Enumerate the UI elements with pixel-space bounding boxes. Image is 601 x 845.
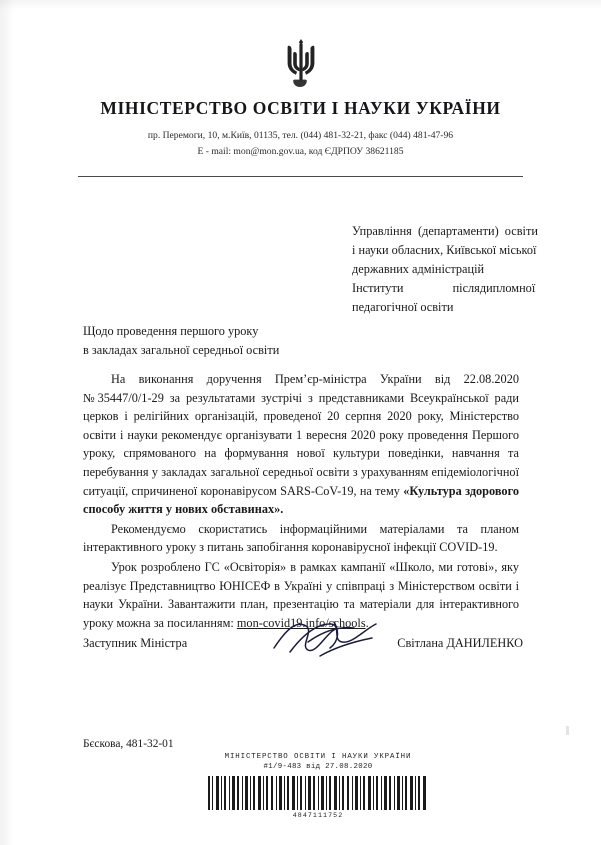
addressee-block	[352, 222, 557, 317]
barcode-number: 4847111752	[292, 812, 344, 819]
body-text-run: Урок розроблено ГС «Освіторія» в рамках кампанії «Школо, ми готові», яку реалізує Представництво ЮНІСЕФ в Україні у співпраці з Міністерством освіти і науки України. Завантажити план, презентацію та матеріали для інтерактивного уроку можна за посиланням:	[83, 559, 519, 630]
addressee-line: Інститути післядипломної	[352, 281, 536, 295]
header-divider	[78, 176, 523, 177]
signatory-name: Світлана ДАНИЛЕНКО	[397, 636, 523, 650]
signatory-position: Заступник Міністра	[83, 636, 188, 650]
barcode-icon	[206, 776, 430, 810]
stamp-line-1: МІНІСТЕРСТВО ОСВІТИ І НАУКИ УКРАЇНИ	[224, 753, 412, 761]
signature-scribble-icon	[268, 612, 388, 664]
registration-stamp	[198, 752, 438, 772]
ukraine-trident-emblem-icon	[0, 38, 601, 93]
addressee-line: державних адміністрацій	[352, 262, 485, 276]
letter-body	[83, 370, 519, 632]
subject-block	[83, 322, 343, 360]
body-text-run: .	[365, 615, 369, 630]
addressee-line: Управління (департаменти) освіти	[352, 224, 538, 238]
barcode-block	[206, 776, 430, 819]
stamp-line-2: #1/9-483 від 27.08.2020	[263, 763, 373, 771]
body-paragraph	[83, 370, 519, 519]
scan-edge-shadow	[0, 0, 14, 845]
body-emphasis: «Культура здорового способу життя у нових обставинах».	[83, 483, 519, 517]
ministry-title: МІНІСТЕРСТВО ОСВІТИ І НАУКИ УКРАЇНИ	[100, 98, 501, 118]
subject-line: Щодо проведення першого уроку	[83, 324, 259, 338]
body-text-run: Рекомендуємо скористатись інформаційними матеріалами та планом інтерактивного уроку з питань запобігання коронавірусної інфекції COVID-19.	[83, 521, 519, 555]
subject-line: в закладах загальної середньої освіти	[83, 343, 280, 357]
ministry-contact-line-1: пр. Перемоги, 10, м.Київ, 01135, тел. (044) 481-32-21, факс (044) 481-47-96	[147, 130, 454, 141]
body-paragraph	[83, 520, 519, 557]
body-link[interactable]: mon-covid19.info/schools	[236, 615, 366, 630]
addressee-line: педагогічної освіти	[352, 300, 454, 314]
addressee-line: і науки обласних, Київської міської	[352, 243, 537, 257]
body-text-run: На виконання доручення Прем’єр-міністра України від 22.08.2020 №35447/0/1-29 за результатами зустрічі з представниками Всеукраїнської ради церков і релігійних організацій, проведеної 20 серпня 2020 року, Міністерство освіти і науки рекомендує організувати 1 вересня 2020 року проведення Першого уроку, спрямованого на формування нової культури поведінки, навчання та перебування у закладах загальної середньої освіти з урахуванням епідеміологічної ситуації, спричиненої коронавірусом SARS-CoV-19, на тему	[83, 372, 519, 498]
scan-speck	[566, 726, 569, 735]
scan-top-shadow	[0, 0, 601, 10]
executor-contact: Бєскова, 481-32-01	[83, 738, 174, 750]
ministry-contact-line-2: E - mail: mon@mon.gov.ua, код ЄДРПОУ 38621185	[197, 146, 404, 157]
